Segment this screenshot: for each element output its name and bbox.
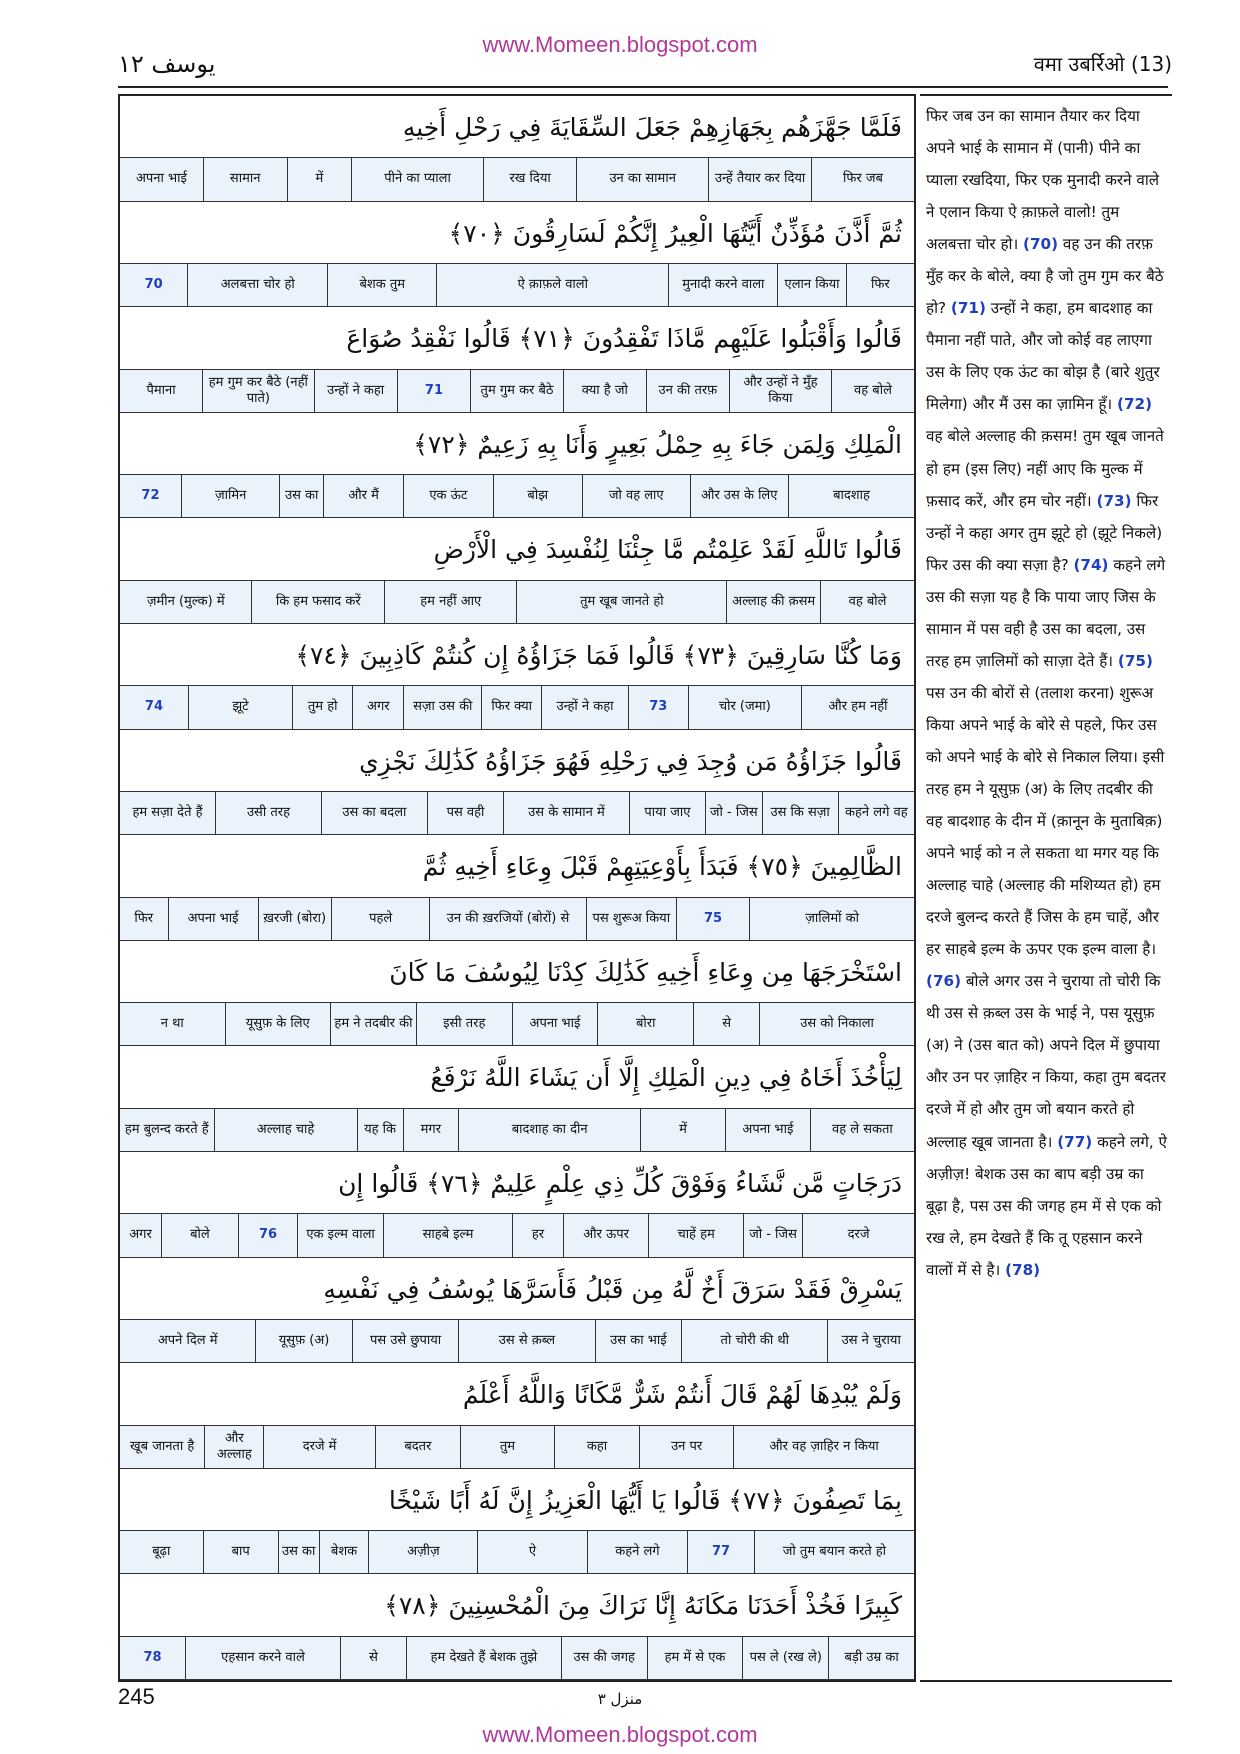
gloss-cell: पस वही bbox=[427, 792, 503, 834]
translation-text: फिर उन्हों ने कहा अगर तुम झूटे हो (झूटे निकले) फिर उस की क्या सज़ा है? bbox=[926, 491, 1163, 574]
gloss-cell: ज़ालिमों को bbox=[749, 898, 914, 940]
gloss-cell: मगर bbox=[403, 1109, 459, 1151]
translation-text: पस उन की बोरों से (तलाश करना) शुरूअ किया अपने भाई के बोरे से पहले, फिर उस को अपने भाई के बोरे से निकाल लिया। इसी तरह हम ने यूसुफ़ (अ) के लिए तदबीर की वह बादशाह के दीन में (क़ानून के मुताबिक़) अपने भाई को न ले सकता था मगर यह कि अल्लाह चाहे (अल्लाह की मशिय्यत हो) हम दरजे बुलन्द करते हैं जिस के हम चाहें, और हर साहबे इल्म के ऊपर एक इल्म वाला है। bbox=[926, 683, 1165, 959]
gloss-cell: पैमाना bbox=[146, 382, 176, 398]
header-divider bbox=[118, 86, 1168, 88]
blog-url-bottom[interactable]: www.Momeen.blogspot.com bbox=[482, 1722, 758, 1747]
gloss-cell: रख दिया bbox=[483, 158, 576, 200]
arabic-verse-line: دَرَجَاتٍ مَّن نَّشَاءُ وَفَوْقَ كُلِّ ذِي عِلْمٍ عَلِيمٌ ﴿٧٦﴾ قَالُوا إِن bbox=[338, 1168, 902, 1198]
gloss-cell: से bbox=[693, 1003, 759, 1045]
translation-verse-number: (70) bbox=[1023, 235, 1059, 254]
gloss-cell: हम देखते हैं बेशक तुझे bbox=[406, 1637, 561, 1679]
gloss-cell: बाप bbox=[203, 1531, 278, 1573]
gloss-cell: उस ने चुराया bbox=[827, 1320, 914, 1362]
gloss-cell: हम में से एक bbox=[647, 1637, 743, 1679]
verse-number-cell: 78 bbox=[143, 1649, 162, 1665]
surah-header: يوسف ١٢ bbox=[118, 50, 216, 78]
word-gloss-row bbox=[120, 1636, 914, 1680]
gloss-cell: अपना भाई bbox=[512, 1003, 598, 1045]
gloss-cell: अल्लाह की क़सम bbox=[726, 581, 820, 623]
word-gloss-row bbox=[120, 897, 914, 941]
gloss-cell: से bbox=[340, 1637, 406, 1679]
gloss-cell: यूसुफ़ के लिए bbox=[225, 1003, 331, 1045]
gloss-cell: और अल्लाह bbox=[204, 1426, 263, 1468]
gloss-cell: वह बोले bbox=[831, 370, 914, 412]
translation-verse-number: (71) bbox=[950, 299, 986, 318]
gloss-cell: और मैं bbox=[323, 475, 403, 517]
arabic-verse-line: قَالُوا تَاللَّهِ لَقَدْ عَلِمْتُم مَّا جِئْنَا لِنُفْسِدَ فِي الْأَرْضِ bbox=[433, 535, 902, 565]
translation-verse-number: (73) bbox=[1096, 491, 1132, 510]
translation-text: कहने लगे, ऐ अज़ीज़! बेशक उस का बाप बड़ी उम्र का बूढ़ा है, पस उस की जगह हम में से एक को रख ले, हम देखते हैं कि तू एहसान करने वालों में से है। bbox=[926, 1132, 1167, 1279]
translation-column bbox=[920, 94, 1172, 1682]
gloss-cell: ख़रजी (बोरा) bbox=[258, 898, 331, 940]
gloss-cell: और ऊपर bbox=[563, 1214, 649, 1256]
word-gloss-row bbox=[120, 474, 914, 518]
gloss-cell: एक ऊंट bbox=[403, 475, 492, 517]
gloss-cell: ऐ bbox=[477, 1531, 586, 1573]
translation-verse-number: (78) bbox=[1005, 1260, 1041, 1279]
gloss-cell: हम बुलन्द करते हैं bbox=[124, 1121, 209, 1137]
arabic-verse-line: ثُمَّ أَذَّنَ مُؤَذِّنٌ أَيَّتُهَا الْعِيرُ إِنَّكُمْ لَسَارِقُونَ ﴿٧٠﴾ bbox=[448, 218, 902, 248]
verse-number-cell: 75 bbox=[676, 898, 749, 940]
gloss-cell: कि हम फसाद करें bbox=[251, 581, 384, 623]
gloss-cell: दरजे में bbox=[263, 1426, 374, 1468]
translation-verse-number: (74) bbox=[1073, 555, 1109, 574]
word-gloss-row bbox=[120, 1425, 914, 1469]
gloss-cell: अपना भाई bbox=[168, 898, 258, 940]
word-gloss-row bbox=[120, 1530, 914, 1574]
arabic-verse-line: بِمَا تَصِفُونَ ﴿٧٧﴾ قَالُوا يَا أَيُّهَا الْعَزِيزُ إِنَّ لَهُ أَبًا شَيْخًا bbox=[388, 1485, 902, 1515]
gloss-cell: अल्लाह चाहे bbox=[214, 1109, 357, 1151]
verse-table bbox=[118, 94, 916, 1682]
gloss-cell: में bbox=[640, 1109, 725, 1151]
verse-number-cell: 77 bbox=[687, 1531, 754, 1573]
gloss-cell: क्या है जो bbox=[563, 370, 646, 412]
word-gloss-row bbox=[120, 157, 914, 201]
gloss-cell: कहने लगे वह bbox=[838, 792, 914, 834]
gloss-cell: तुम bbox=[460, 1426, 554, 1468]
arabic-verse-line: يَسْرِقْ فَقَدْ سَرَقَ أَخٌ لَّهُ مِن قَبْلُ فَأَسَرَّهَا يُوسُفُ فِي نَفْسِهِ bbox=[323, 1274, 902, 1304]
translation-text: कहने लगे उस की सज़ा यह है कि पाया जाए जिस के सामान में पस वही है उस का बदला, उस तरह हम ज़ालिमों को साज़ा देते हैं। bbox=[926, 555, 1166, 670]
gloss-cell: ज़ामिन bbox=[181, 475, 280, 517]
gloss-cell: उस का bbox=[278, 1531, 319, 1573]
verse-number-cell: 76 bbox=[238, 1214, 297, 1256]
gloss-cell: उस को निकाला bbox=[759, 1003, 914, 1045]
gloss-cell: ज़मीन (मुल्क) में bbox=[146, 593, 225, 609]
gloss-cell: उन का सामान bbox=[576, 158, 708, 200]
arabic-verse-line: قَالُوا وَأَقْبَلُوا عَلَيْهِم مَّاذَا تَفْقِدُونَ ﴿٧١﴾ قَالُوا نَفْقِدُ صُوَاعَ bbox=[346, 324, 902, 354]
juz-header: वमा उबर्रिओ (13) bbox=[1033, 52, 1172, 76]
gloss-cell: पस शुरूअ किया bbox=[586, 898, 676, 940]
arabic-verse-line: لِيَأْخُذَ أَخَاهُ فِي دِينِ الْمَلِكِ إِلَّا أَن يَشَاءَ اللَّهُ نَرْفَعُ bbox=[430, 1063, 902, 1093]
gloss-cell: उस का भाई bbox=[595, 1320, 682, 1362]
gloss-cell: पस ले (रख ले) bbox=[742, 1637, 828, 1679]
gloss-cell: बड़ी उम्र का bbox=[828, 1637, 914, 1679]
gloss-cell: बदतर bbox=[375, 1426, 460, 1468]
gloss-cell: फिर जब bbox=[811, 158, 914, 200]
gloss-cell: ऐ क़ाफ़ले वालो bbox=[436, 264, 668, 306]
gloss-cell: उसी तरह bbox=[215, 792, 321, 834]
gloss-cell: पाया जाए bbox=[629, 792, 705, 834]
gloss-cell: मुनादी करने वाला bbox=[668, 264, 777, 306]
verse-number-cell: 73 bbox=[628, 686, 688, 728]
gloss-cell: खूब जानता है bbox=[130, 1438, 195, 1454]
gloss-cell: उस के सामान में bbox=[503, 792, 629, 834]
gloss-cell: एलान किया bbox=[777, 264, 845, 306]
gloss-cell: चाहें हम bbox=[648, 1214, 742, 1256]
arabic-verse-line: كَبِيرًا فَخُذْ أَحَدَنَا مَكَانَهُ إِنَّا نَرَاكَ مِنَ الْمُحْسِنِينَ ﴿٧٨﴾ bbox=[384, 1591, 902, 1621]
word-gloss-row bbox=[120, 1108, 914, 1152]
gloss-cell: जो वह लाए bbox=[582, 475, 690, 517]
arabic-verse-line: وَمَا كُنَّا سَارِقِينَ ﴿٧٣﴾ قَالُوا فَمَا جَزَاؤُهُ إِن كُنتُمْ كَاذِبِينَ ﴿٧٤﴾ bbox=[295, 640, 902, 670]
gloss-cell: इसी तरह bbox=[416, 1003, 512, 1045]
translation-verse-number: (72) bbox=[1117, 395, 1153, 414]
gloss-cell: यह कि bbox=[357, 1109, 403, 1151]
gloss-cell: और उस के लिए bbox=[690, 475, 789, 517]
gloss-cell: न था bbox=[160, 1016, 184, 1032]
gloss-cell: उस का bbox=[279, 475, 323, 517]
gloss-cell: हम नहीं आए bbox=[384, 581, 517, 623]
gloss-cell: अलबत्ता चोर हो bbox=[187, 264, 327, 306]
arabic-verse-line: الْمَلِكِ وَلِمَن جَاءَ بِهِ حِمْلُ بَعِيرٍ وَأَنَا بِهِ زَعِيمٌ ﴿٧٢﴾ bbox=[413, 429, 902, 459]
gloss-cell: अगर bbox=[129, 1227, 152, 1243]
gloss-cell: उस की जगह bbox=[561, 1637, 647, 1679]
arabic-verse-line: فَلَمَّا جَهَّزَهُم بِجَهَازِهِمْ جَعَلَ السِّقَايَةَ فِي رَحْلِ أَخِيهِ bbox=[402, 113, 902, 142]
gloss-cell: हम सज़ा देते हैं bbox=[132, 805, 203, 821]
verse-number-cell: 72 bbox=[141, 488, 160, 504]
gloss-cell: जो - जिस bbox=[743, 1214, 802, 1256]
gloss-cell: बोझ bbox=[493, 475, 582, 517]
gloss-cell: तुम खूब जानते हो bbox=[516, 581, 726, 623]
gloss-cell: फिर क्या bbox=[481, 686, 541, 728]
word-gloss-row bbox=[120, 369, 914, 413]
gloss-cell: बोले bbox=[161, 1214, 238, 1256]
verse-number-cell: 70 bbox=[144, 277, 163, 293]
gloss-cell: और हम नहीं bbox=[801, 686, 914, 728]
gloss-cell: यूसुफ़ (अ) bbox=[255, 1320, 352, 1362]
translation-text: वह बोले अल्लाह की क़सम! तुम खूब जानते हो हम (इस लिए) नहीं आए कि मुल्क में फ़साद करें, और हम चोर नहीं। bbox=[926, 427, 1164, 510]
arabic-verse-line: الظَّالِمِينَ ﴿٧٥﴾ فَبَدَأَ بِأَوْعِيَتِهِمْ قَبْلَ وِعَاءِ أَخِيهِ ثُمَّ bbox=[422, 852, 902, 882]
gloss-cell: बादशाह bbox=[788, 475, 914, 517]
gloss-cell: उस से क़ब्ल bbox=[458, 1320, 594, 1362]
gloss-cell: और उन्हों ने मुँह किया bbox=[729, 370, 831, 412]
gloss-cell: तुम हो bbox=[292, 686, 352, 728]
blog-url-top[interactable]: www.Momeen.blogspot.com bbox=[482, 32, 758, 57]
gloss-cell: झूटे bbox=[188, 686, 292, 728]
gloss-cell: उन पर bbox=[639, 1426, 733, 1468]
gloss-cell: में bbox=[287, 158, 352, 200]
gloss-cell: पीने का प्याला bbox=[351, 158, 483, 200]
translation-verse-number: (77) bbox=[1057, 1132, 1093, 1151]
translation-text: वह उन की तरफ़ मुँह कर के बोले, क्या है जो तुम गुम कर बैठे हो? bbox=[926, 235, 1164, 318]
gloss-cell: पहले bbox=[331, 898, 429, 940]
gloss-cell: बादशाह का दीन bbox=[458, 1109, 640, 1151]
translation-verse-number: (76) bbox=[926, 972, 962, 991]
word-gloss-row bbox=[120, 685, 914, 729]
gloss-cell: सामान bbox=[203, 158, 287, 200]
gloss-cell: कहा bbox=[554, 1426, 639, 1468]
gloss-cell: बेशक तुम bbox=[327, 264, 436, 306]
gloss-cell: एहसान करने वाले bbox=[185, 1637, 340, 1679]
arabic-verse-line: وَلَمْ يُبْدِهَا لَهُمْ قَالَ أَنتُمْ شَرٌّ مَّكَانًا وَاللَّهُ أَعْلَمُ bbox=[462, 1380, 902, 1410]
gloss-cell: जो - जिस bbox=[705, 792, 761, 834]
translation-text: बोले अगर उस ने चुराया तो चोरी कि थी उस से क़ब्ल उस के भाई ने, पस यूसुफ़ (अ) ने (उस बात को) अपने दिल में छुपाया और उन पर ज़ाहिर न किया, कहा तुम बदतर दरजे में हो और तुम जो बयान करते हो अल्लाह खूब जानता है। bbox=[926, 972, 1166, 1151]
gloss-cell: वह ले सकता bbox=[810, 1109, 914, 1151]
word-gloss-row bbox=[120, 1319, 914, 1363]
gloss-cell: तो चोरी की थी bbox=[681, 1320, 827, 1362]
gloss-cell: बूढ़ा bbox=[152, 1544, 171, 1560]
word-gloss-row bbox=[120, 263, 914, 307]
gloss-cell: उन्हें तैयार कर दिया bbox=[708, 158, 811, 200]
gloss-cell: उन की ख़रजियों (बोरों) से bbox=[429, 898, 585, 940]
gloss-cell: हम ने तदबीर की bbox=[330, 1003, 416, 1045]
gloss-cell: चोर (जमा) bbox=[688, 686, 801, 728]
word-gloss-row bbox=[120, 1213, 914, 1257]
gloss-cell: वह बोले bbox=[820, 581, 914, 623]
manzil-label: منزل ٣ bbox=[597, 1690, 643, 1708]
gloss-cell: अज़ीज़ bbox=[368, 1531, 477, 1573]
gloss-cell: सज़ा उस की bbox=[403, 686, 481, 728]
translation-text: उन्हों ने कहा, हम बादशाह का पैमाना नहीं पाते, और जो कोई वह लाएगा उस के लिए एक ऊंट का बोझ है (बारे शुतुर मिलेगा) और मैं उस का ज़ामिन हूँ। bbox=[926, 299, 1160, 414]
gloss-cell: कहने लगे bbox=[587, 1531, 688, 1573]
page-number: 245 bbox=[118, 1684, 155, 1709]
gloss-cell: हम गुम कर बैठे (नहीं पाते) bbox=[202, 370, 314, 412]
gloss-cell: साहबे इल्म bbox=[383, 1214, 512, 1256]
gloss-cell: और वह ज़ाहिर न किया bbox=[733, 1426, 914, 1468]
gloss-cell: बोरा bbox=[597, 1003, 693, 1045]
gloss-cell: अपने दिल में bbox=[157, 1333, 218, 1349]
translation-text: फिर जब उन का सामान तैयार कर दिया अपने भाई के सामान में (पानी) पीने का प्याला रखदिया, फिर एक मुनादी करने वाले ने एलान किया ऐ क़ाफ़ले वालो! तुम अलबत्ता चोर हो। bbox=[926, 107, 1160, 254]
gloss-cell: फिर bbox=[134, 910, 154, 926]
gloss-cell: उन्हों ने कहा bbox=[541, 686, 628, 728]
arabic-verse-line: قَالُوا جَزَاؤُهُ مَن وُجِدَ فِي رَحْلِهِ فَهُوَ جَزَاؤُهُ كَذَٰلِكَ نَجْزِي bbox=[359, 746, 902, 776]
gloss-cell: उन की तरफ़ bbox=[646, 370, 729, 412]
gloss-cell: जो तुम बयान करते हो bbox=[754, 1531, 914, 1573]
word-gloss-row bbox=[120, 1002, 914, 1046]
gloss-cell: एक इल्म वाला bbox=[297, 1214, 383, 1256]
gloss-cell: तुम गुम कर बैठे bbox=[470, 370, 563, 412]
gloss-cell: उस कि सज़ा bbox=[762, 792, 838, 834]
gloss-cell: दरजे bbox=[802, 1214, 914, 1256]
gloss-cell: हर bbox=[512, 1214, 563, 1256]
translation-verse-number: (75) bbox=[1117, 651, 1153, 670]
word-gloss-row bbox=[120, 791, 914, 835]
gloss-cell: अपना भाई bbox=[135, 171, 187, 187]
gloss-cell: अगर bbox=[352, 686, 403, 728]
gloss-cell: पस उसे छुपाया bbox=[352, 1320, 458, 1362]
verse-number-cell: 71 bbox=[397, 370, 471, 412]
gloss-cell: फिर bbox=[846, 264, 914, 306]
gloss-cell: अपना भाई bbox=[725, 1109, 810, 1151]
gloss-cell: बेशक bbox=[319, 1531, 369, 1573]
verse-number-cell: 74 bbox=[144, 699, 163, 715]
word-gloss-row bbox=[120, 580, 914, 624]
gloss-cell: उस का बदला bbox=[321, 792, 427, 834]
arabic-verse-line: اسْتَخْرَجَهَا مِن وِعَاءِ أَخِيهِ كَذَٰلِكَ كِدْنَا لِيُوسُفَ مَا كَانَ bbox=[389, 957, 902, 987]
gloss-cell: उन्हों ने कहा bbox=[314, 370, 397, 412]
